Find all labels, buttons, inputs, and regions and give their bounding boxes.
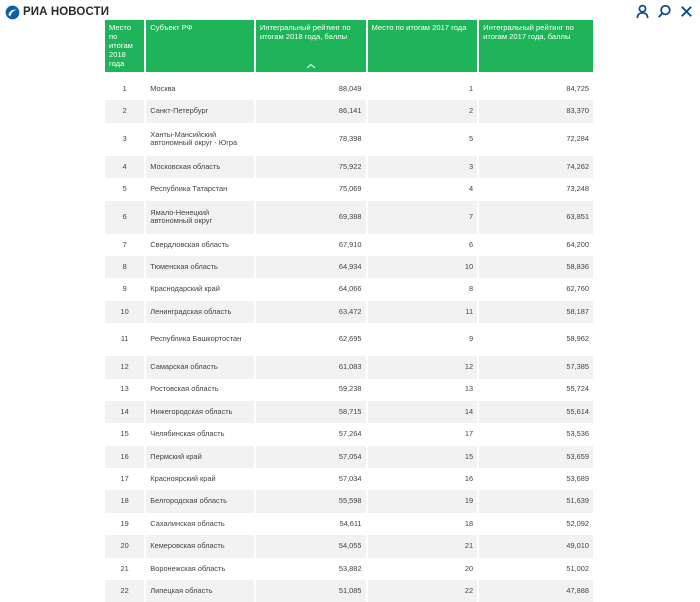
logo-icon — [5, 5, 20, 20]
cell-score-2018: 61,083 — [256, 356, 366, 378]
table-row — [105, 468, 593, 490]
cell-place-2017: 21 — [368, 535, 478, 557]
cell-region: Кемеровская область — [146, 535, 254, 557]
table-body — [105, 72, 593, 602]
table-row — [105, 156, 593, 178]
cell-place-2018: 9 — [122, 284, 127, 294]
cell-score-2018: 86,141 — [256, 100, 366, 122]
site-logo[interactable] — [5, 3, 109, 21]
cell-region: Самарская область — [146, 356, 254, 378]
cell-score-2017: 51,002 — [566, 563, 589, 573]
search-icon[interactable] — [657, 4, 672, 19]
cell-place-2017: 10 — [368, 256, 478, 278]
cell-score-2017: 74,262 — [479, 156, 593, 178]
cell-score-2018: 58,715 — [256, 401, 366, 423]
table-row — [105, 301, 593, 323]
cell-score-2018: 57,054 — [256, 446, 366, 468]
cell-region: Нижегородская область — [146, 401, 254, 423]
cell-region: Тюменская область — [146, 256, 254, 278]
cell-score-2018: 51,085 — [256, 580, 366, 602]
cell-score-2017: 55,724 — [566, 384, 589, 394]
cell-place-2018: 12 — [105, 356, 144, 378]
cell-place-2018: 16 — [105, 446, 144, 468]
cell-place-2017: 6 — [469, 239, 474, 249]
cell-place-2017: 16 — [464, 474, 474, 484]
table-row — [105, 256, 593, 278]
table-row — [105, 580, 593, 602]
cell-region: Республика Татарстан — [150, 184, 228, 194]
cell-place-2017: 13 — [464, 384, 474, 394]
cell-score-2018: 53,882 — [338, 563, 362, 573]
user-icon[interactable] — [635, 4, 650, 19]
cell-score-2017: 53,689 — [566, 474, 589, 484]
cell-score-2017: 51,639 — [479, 490, 593, 512]
cell-region: Московская область — [146, 156, 254, 178]
sort-arrow-icon — [306, 63, 316, 69]
cell-place-2018: 14 — [105, 401, 144, 423]
cell-score-2017: 53,659 — [479, 446, 593, 468]
table-row — [105, 356, 593, 378]
cell-score-2017: 73,248 — [566, 184, 589, 194]
cell-region: Сахалинская область — [150, 518, 225, 528]
column-header-score-2017[interactable]: Интегральный рейтинг по итогам 2017 года, баллы — [479, 20, 593, 72]
cell-score-2017: 52,092 — [566, 518, 589, 528]
cell-region: Белгородская область — [146, 490, 254, 512]
cell-place-2017: 20 — [464, 563, 474, 573]
cell-place-2018: 1 — [122, 83, 127, 93]
cell-place-2017: 22 — [368, 580, 478, 602]
close-icon[interactable] — [679, 4, 694, 19]
table-row — [105, 446, 593, 468]
cell-region: Липецкая область — [146, 580, 254, 602]
cell-place-2018: 17 — [120, 474, 129, 484]
cell-score-2018: 64,934 — [256, 256, 366, 278]
column-header-score-2018[interactable] — [256, 20, 366, 72]
cell-score-2018: 64,066 — [338, 284, 362, 294]
cell-place-2018: 15 — [120, 429, 129, 439]
table-row — [105, 490, 593, 512]
cell-region: Челябинская область — [150, 429, 225, 439]
cell-place-2017: 8 — [469, 284, 474, 294]
cell-score-2018: 75,922 — [256, 156, 366, 178]
cell-region: Ростовская область — [150, 384, 219, 394]
cell-region: Москва — [150, 83, 176, 93]
cell-region: Санкт-Петербург — [146, 100, 254, 122]
cell-place-2017: 2 — [368, 100, 478, 122]
cell-score-2017: 53,536 — [566, 429, 589, 439]
logo-text: РИА НОВОСТИ — [23, 6, 110, 18]
column-header-score-2018-label: Интегральный рейтинг по итогам 2018 года, баллы — [259, 23, 351, 42]
column-header-place-2017[interactable]: Место по итогам 2017 года — [368, 20, 478, 72]
cell-score-2018: 54,611 — [339, 518, 362, 528]
table-row — [105, 178, 593, 200]
cell-score-2018: 54,055 — [256, 535, 366, 557]
column-header-place-2018[interactable]: Место по итогам 2018 года — [105, 20, 144, 72]
cell-place-2017: 9 — [469, 334, 474, 344]
rating-table-container — [105, 20, 593, 602]
rating-table — [103, 20, 595, 602]
cell-region: Ханты-Мансийский автономный округ - Югра — [150, 129, 238, 148]
cell-score-2018: 75,069 — [338, 184, 362, 194]
cell-region: Ямало-Ненецкий автономный округ — [146, 201, 254, 234]
cell-score-2018: 57,034 — [338, 474, 362, 484]
cell-place-2018: 3 — [122, 134, 127, 144]
cell-score-2018: 67,910 — [338, 239, 362, 249]
cell-place-2018: 20 — [105, 535, 144, 557]
cell-place-2018: 22 — [105, 580, 144, 602]
cell-score-2017: 84,725 — [566, 83, 589, 93]
cell-score-2017: 57,385 — [479, 356, 593, 378]
table-row — [105, 201, 593, 234]
table-row — [105, 323, 593, 356]
cell-score-2017: 55,614 — [479, 401, 593, 423]
cell-place-2017: 15 — [368, 446, 478, 468]
table-row — [105, 513, 593, 535]
table-header-row — [105, 20, 593, 72]
cell-score-2017: 49,010 — [479, 535, 593, 557]
cell-place-2017: 12 — [368, 356, 478, 378]
cell-place-2017: 4 — [469, 184, 474, 194]
table-row — [105, 379, 593, 401]
cell-region: Свердловская область — [150, 239, 229, 249]
cell-score-2017: 64,200 — [566, 239, 589, 249]
cell-place-2018: 6 — [105, 201, 144, 234]
cell-place-2018: 11 — [120, 334, 129, 344]
cell-score-2017: 83,370 — [479, 100, 593, 122]
cell-place-2017: 19 — [368, 490, 478, 512]
cell-score-2017: 63,851 — [479, 201, 593, 234]
cell-score-2017: 47,888 — [479, 580, 593, 602]
table-row — [105, 78, 593, 100]
table-row — [105, 123, 593, 156]
cell-region: Ленинградская область — [146, 301, 254, 323]
cell-score-2017: 62,760 — [566, 284, 589, 294]
cell-region: Краснодарский край — [150, 284, 220, 294]
cell-score-2018: 57,264 — [338, 429, 362, 439]
cell-place-2017: 1 — [469, 83, 474, 93]
cell-score-2018: 78,398 — [338, 134, 362, 144]
cell-place-2018: 8 — [105, 256, 144, 278]
cell-score-2018: 62,695 — [338, 334, 362, 344]
cell-place-2017: 14 — [368, 401, 478, 423]
cell-score-2018: 59,238 — [338, 384, 362, 394]
cell-region: Воронежская область — [150, 563, 226, 573]
cell-score-2017: 58,836 — [479, 256, 593, 278]
cell-place-2018: 21 — [120, 563, 129, 573]
cell-place-2018: 5 — [122, 184, 127, 194]
table-row — [105, 278, 593, 300]
cell-place-2017: 11 — [368, 301, 478, 323]
table-row — [105, 234, 593, 256]
cell-score-2017: 72,284 — [566, 134, 589, 144]
cell-place-2018: 7 — [122, 239, 127, 249]
table-row — [105, 401, 593, 423]
cell-score-2017: 58,962 — [566, 334, 589, 344]
column-header-region[interactable]: Субъект РФ — [146, 20, 254, 72]
cell-region: Красноярский край — [150, 474, 216, 484]
table-row — [105, 423, 593, 445]
cell-place-2018: 2 — [105, 100, 144, 122]
cell-place-2018: 13 — [120, 384, 129, 394]
table-row — [105, 535, 593, 557]
cell-place-2018: 4 — [105, 156, 144, 178]
cell-score-2018: 63,472 — [256, 301, 366, 323]
cell-score-2018: 88,049 — [338, 83, 362, 93]
cell-region: Пермский край — [146, 446, 254, 468]
cell-score-2018: 55,598 — [256, 490, 366, 512]
cell-place-2017: 3 — [368, 156, 478, 178]
cell-score-2017: 58,187 — [479, 301, 593, 323]
cell-score-2018: 69,388 — [256, 201, 366, 234]
cell-place-2017: 7 — [368, 201, 478, 234]
cell-place-2018: 10 — [105, 301, 144, 323]
cell-place-2018: 19 — [120, 518, 129, 528]
cell-place-2018: 18 — [105, 490, 144, 512]
cell-place-2017: 5 — [469, 134, 474, 144]
table-row — [105, 100, 593, 122]
cell-region: Республика Башкортостан — [150, 334, 242, 344]
table-row — [105, 558, 593, 580]
cell-place-2017: 17 — [464, 429, 474, 439]
cell-place-2017: 18 — [464, 518, 474, 528]
